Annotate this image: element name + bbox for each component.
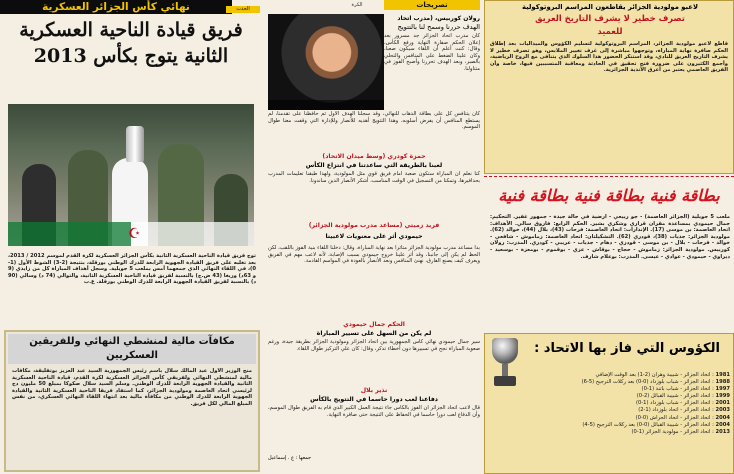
main-headline: فريق قيادة الناحية العسكرية الثانية يتوج بكأس 2013	[19, 19, 243, 67]
cup-year: 1988	[715, 379, 730, 386]
boycott-body: قاطع لاعبو مولودية الجزائر، المراسم البروتوكولية لتسليم الكؤوس والميداليات بعد إطلاق الحكم صافرة نهاية المباراة، وتوجهوا مباشرة إلى غرف تغيير الملابس، وهو تصرف خطير لا يشرف التاريخ العريق للنادي، وقد استنكر الحضور هذا السلوك الذي يتنافى مع الروح الرياضية، وأجمع الكثيرون على ضرورة فتح تحقيق في الحادثة ومعاقبة المتسببين فيها، خاصة وأن الفريق العاصمي يعتبر من أعرق الأندية الجزائرية.	[490, 41, 728, 74]
quote-heading	[268, 320, 480, 338]
speaker-quote: لم يكن من السهل على تسيير المباراة	[316, 330, 432, 337]
top-banner-text: نهائي كأس الجزائر العسكرية	[42, 1, 190, 13]
cup-list-item	[488, 400, 730, 407]
cup-list-item	[488, 379, 730, 386]
speaker-quote: لعبنا بالطريقة التي ساعدتنا في انتزاع الكأس	[305, 162, 443, 169]
cup-result: : اتحاد الجزائر - شباب بلوزداد (0-0) بعد ركلات الترجيح (5-6)	[581, 379, 716, 386]
speaker-name: نذير بلال	[360, 387, 388, 394]
cup-list-item	[488, 407, 730, 414]
trophy-ceremony-photo	[8, 104, 254, 246]
cup-result: : اتحاد الجزائر - اتحاد بلوزداد (1-2)	[638, 407, 716, 414]
cups-list	[488, 372, 730, 472]
speaker-name: حمزة كودري (وسط ميدان الاتحاد)	[322, 153, 426, 160]
cup-year: 2013	[715, 428, 730, 435]
quote-heading	[268, 220, 480, 244]
photo-caption-bar	[268, 100, 384, 110]
cup-list-item	[488, 422, 730, 429]
cup-list-item	[488, 386, 730, 393]
cup-result: : اتحاد الجزائر - شبيبة وهران (2-1) بعد الوقت الإضافي	[595, 372, 716, 378]
interview-intro: كان مدرب اتحاد الجزائر جد مسرور بعد إعلان الحكم صفارة النهاية ورفع الكأس، وقال: كنت أعلم أن اللقاء سيكون صعبا، وكان علينا الضغط على المنافس والتحلي بالصبر، وبعد الهدف تحررنا وأصبح الفوز في متناولنا.	[384, 33, 480, 72]
cup-list-item	[488, 393, 730, 400]
speaker-name: الحكم جمال حيمودي	[343, 321, 405, 328]
interview-quote: الهدف حررنا وسمح لنا بالتتويج	[397, 23, 480, 31]
match-card-title: بطاقة فنية بطاقة فنية بطاقة فنية	[498, 186, 720, 205]
speaker-quote: دفاعنا لعب دورا حاسما في التتويج بالكأس	[310, 396, 438, 403]
trophy-icon	[126, 126, 144, 162]
cups-title: الكؤوس التي فاز بها الاتحاد :	[534, 341, 720, 356]
interview-text: كان يتنافس كل على بطاقة الذهاب للنهائي، وقد سجلنا الهدف الأول ثم حافظنا على تقدمنا، لم يستطع المنافس أن يفرض أسلوبه، وهذا التتويج أهديه للأنصار وللإدارة التي وقفت معنا طوال الموسم.	[268, 111, 480, 131]
cup-year: 1999	[715, 393, 730, 400]
cup-result: : اتحاد الجزائر - شباب بلوزداد (1-0)	[635, 400, 716, 407]
speaker-quote: حيمودي أثر على معنويات لاعبينا	[325, 233, 423, 240]
cup-year: 1981	[715, 372, 730, 378]
match-card-body: ملعب 5 جويلية (الجزائر العاصمة) - جو ربيعي - أرضية في حالة جيدة - جمهور غفير. التحكيم: جمال حيمودي بمساعدة مقران قراري وشكري بشير. الحكم الرابع: فاروق سالي. الأهداف: اتحاد العاصمة: بن موسى (17). الإنذارات: اتحاد العاصمة: فرحات (43)، بلال (44)، خوالد (62). مولودية الجزائر: جديات (38)، قودري (62). التشكيلتان: اتحاد العاصمة: زماموش - شافعي - خوالد - فرحات - بلال - بن موسى - قودري - دهام - جديات - عريبي - كودري. المدرب: رولان كوربيس. مولودية الجزائر: زماموش - حجاج - بوقاش - عزي - بوقموم - بومعزة - بوسعيد - ديراوي - حيمودي - عوادي - عيسى. المدرب: بوعلام شارف.	[490, 214, 730, 260]
cup-result: : اتحاد الجزائر - مولودية الجزائر (1-0)	[631, 428, 716, 435]
interview-text: كنا نعلم أن المباراة ستكون صعبة أمام فريق قوي مثل المولودية، ولهذا طبقنا تعليمات المدرب بحذافيرها، وتمكنا من التسجيل في الوقت المناسب، أشكر الأنصار الذين ساندونا.	[268, 171, 480, 184]
cup-year: 2004	[715, 414, 730, 421]
speaker-name: فريد زميتي (مساعد مدرب مولودية الجزائر)	[308, 222, 440, 229]
cup-year: 2003	[715, 407, 730, 414]
interview-text: سير جمال حيمودي نهائي كأس الجمهورية بين اتحاد الجزائر ومولودية الجزائر بطريقة جيدة، ورغم صعوبة المباراة نجح في تسييرها دون أخطاء تذكر، وقال: كان علي التركيز طوال اللقاء.	[268, 339, 480, 352]
boycott-kicker: لاعبو مولودية الجزائر يقاطعون المراسم البروتوكولية	[521, 3, 699, 11]
cup-list-item	[488, 372, 730, 379]
rewards-box-title: مكافآت مالية لمنشطي النهائي وللفريقين العسكريين	[8, 334, 256, 364]
cup-result: : اتحاد الجزائر - شباب باتنة (1-0)	[641, 386, 716, 393]
cup-result: : اتحاد الجزائر - اتحاد الحراش (0-0)	[635, 414, 716, 421]
cup-result: : اتحاد الجزائر - شبيبة القبائل (2-0)	[636, 393, 716, 400]
coach-portrait-photo	[268, 14, 384, 110]
interview-text: بدا مساعد مدرب مولودية الجزائر متأثرا بعد نهاية المباراة، وقال: دخلنا اللقاء بنية الفوز باللقب، لكن الحظ لم يكن إلى جانبنا، وقد أثر علينا خروج حيمودي بسبب الإصابة، لأنه لاعب مهم في الفريق ويعرف كيف يصنع الفارق، نهنئ المنافس ونعد الأنصار بالعودة في المواسم القادمة.	[268, 245, 480, 265]
cup-year: 2004	[715, 421, 730, 428]
quote-heading	[268, 152, 480, 170]
interview-name: رولان كوربيس، (مدرب اتحاد	[397, 15, 480, 22]
rewards-box-body: منح الوزير الأول عبد المالك سلال باسم رئيس الجمهورية السيد عبد العزيز بوتفليقة، مكافآت مالية لمنشطي النهائي ولفريقي كأس الجزائر العسكرية لكرة القدم، قيادة الناحية العسكرية الثانية والقيادة الجهوية الرابعة للدرك الوطني. وسلم السيد سلال صكوكا بمبلغ 50 مليون دج لرئيسي اتحاد العاصمة ومولودية الجزائر، كما استفاد فريقا الناحية العسكرية الثانية والقيادة الجهوية الرابعة للدرك الوطني من مكافأة مالية بعد انتهاء اللقاء النهائي العسكري، من نفس المبلغ المالي لكل فريق.	[12, 368, 252, 407]
interview-text: قال لاعب اتحاد الجزائر أن الفوز بالكأس جاء نتيجة العمل الكبير الذي قام به الفريق طوال الموسم، وأن الدفاع لعب دورا حاسما في الحفاظ على النتيجة حتى صافرة النهاية.	[268, 405, 480, 418]
cup-list-item	[488, 429, 730, 436]
section-ribbon: الحدث	[226, 6, 260, 13]
cup-list-item	[488, 415, 730, 422]
star-crescent-icon: ☪	[128, 226, 141, 242]
byline: جمعها : ع . إسماعيل	[268, 455, 312, 461]
section-header: تصريحات	[384, 0, 480, 10]
top-banner	[0, 0, 232, 14]
boycott-headline: تصرف خطير لا يشرف التاريخ العريق	[535, 13, 685, 23]
lead-article-body: توج فريق قيادة الناحية العسكرية الثانية بكأس الجزائر العسكرية لكرة القدم لموسم 2012 / 2013، بعد تغلبه على فريق القيادة الجهوية الرابعة للدرك الوطني بورقلة، بنتيجة (2-3) الشوط الأول (1-0)، في اللقاء النهائي الذي جمعهما أمس بملعب 5 جويلية. وسجل أهداف المباراة كل من زايدي (9 و 63د) وريغا (43 ض.ج) بالنسبة لفريق قيادة الناحية العسكرية الثانية، والتوالي (74 د) وسالي (90 د) بالنسبة لفريق القيادة الجهوية الرابعة للدرك الوطني بورقلة. ع.ب	[8, 253, 257, 286]
quote-heading	[268, 386, 480, 404]
boycott-headline-2: للعميد	[597, 26, 623, 36]
cup-year: 2001	[715, 400, 730, 407]
section-logo: الكرة	[351, 2, 363, 8]
cup-result: : اتحاد الجزائر - شبيبة القبائل (0-0) بعد ركلات الترجيح (5-4)	[582, 421, 716, 428]
cup-year: 1997	[715, 386, 730, 393]
